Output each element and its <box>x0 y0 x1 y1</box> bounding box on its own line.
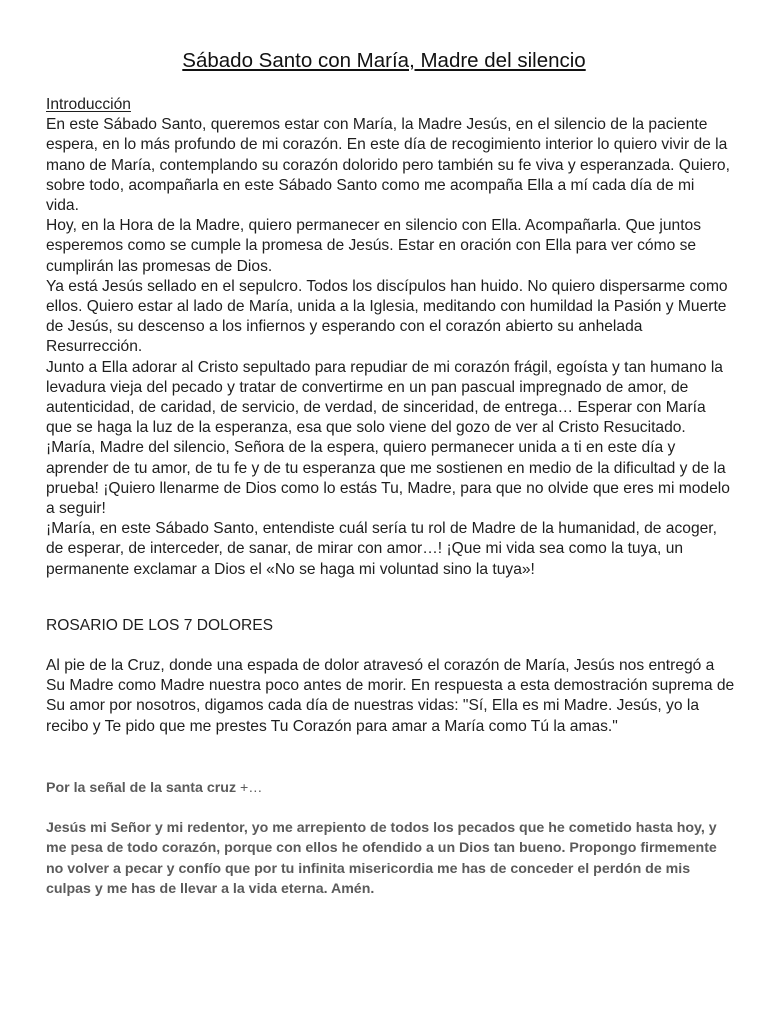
rosario-heading: ROSARIO DE LOS 7 DOLORES <box>46 617 274 634</box>
introduction-heading: Introducción <box>46 96 131 113</box>
intro-paragraph-1: En este Sábado Santo, queremos estar con María, la Madre Jesús, en el silencio de la paciente espera, en lo más profundo de mi corazón. En este día de recogimiento interior lo quiero vivir de la mano de María, contemplando su corazón dolorido pero también su fe viva y esperanzada. Quiero, sobre todo, acompañarla en este Sábado Santo como me acompaña Ella a mí cada día de mi vida. <box>46 116 730 215</box>
act-of-contrition-prayer: Jesús mi Señor y mi redentor, yo me arrepiento de todos los pecados que he cometido hasta hoy, y me pesa de todo corazón, porque con ellos he ofendido a un Dios tan bueno. Propongo firmemente no volver a pecar y confío que por tu infinita misericordia me has de conceder el perdón de mis culpas y me has de llevar a la vida eterna. Amén. <box>46 820 717 898</box>
introduction-section <box>46 95 730 580</box>
intro-paragraph-2: Hoy, en la Hora de la Madre, quiero permanecer en silencio con Ella. Acompañarla. Que juntos esperemos como se cumple la promesa de Jesús. Estar en oración con Ella para ver cómo se cumplirán las promesas de Dios. <box>46 217 702 275</box>
sign-of-cross-line <box>46 778 736 798</box>
sign-of-cross-text: Por la señal de la santa cruz <box>46 780 237 796</box>
dedication-paragraph: Al pie de la Cruz, donde una espada de dolor atravesó el corazón de María, Jesús nos entregó a Su Madre como Madre nuestra poco antes de morir. En respuesta a esta demostración suprema de Su amor por nosotros, digamos cada día de nuestras vidas: "Sí, Ella es mi Madre. Jesús, yo la recibo y Te pido que me prestes Tu Corazón para amar a María como Tú la amas." <box>46 657 735 735</box>
page-title: Sábado Santo con María, Madre del silencio <box>182 49 586 72</box>
intro-paragraph-3: Ya está Jesús sellado en el sepulcro. Todos los discípulos han huido. No quiero dispersarme como ellos. Quiero estar al lado de María, unida a la Iglesia, meditando con humildad la Pasión y Muerte de Jesús, su descenso a los infiernos y esperando con el corazón abierto su anhelada Resurrección. <box>46 277 728 356</box>
intro-paragraph-4: Junto a Ella adorar al Cristo sepultado para repudiar de mi corazón frágil, egoísta y tan humano la levadura vieja del pecado y tratar de convertirme en un pan pascual impregnado de amor, de autenticidad, de caridad, de servicio, de verdad, de sinceridad, de entrega… Esperar con María que se haga la luz de la esperanza, esa que solo viene del gozo de ver al Cristo Resucitado. <box>46 358 723 437</box>
intro-paragraph-6: ¡María, en este Sábado Santo, entendiste cuál sería tu rol de Madre de la humanidad, de acoger, de esperar, de interceder, de sanar, de mirar con amor…! ¡Que mi vida sea como la tuya, un permanente exclamar a Dios el «No se haga mi voluntad sino la tuya»! <box>46 520 717 578</box>
intro-paragraph-5: ¡María, Madre del silencio, Señora de la espera, quiero permanecer unida a ti en este día y aprender de tu amor, de tu fe y de tu esperanza que me sostienen en medio de la dificultad y de la prueba! ¡Quiero llenarme de Dios como lo estás Tu, Madre, para que no olvide que eres mi modelo a seguir! <box>46 439 730 518</box>
sign-of-cross-ellipsis: +… <box>236 780 263 796</box>
